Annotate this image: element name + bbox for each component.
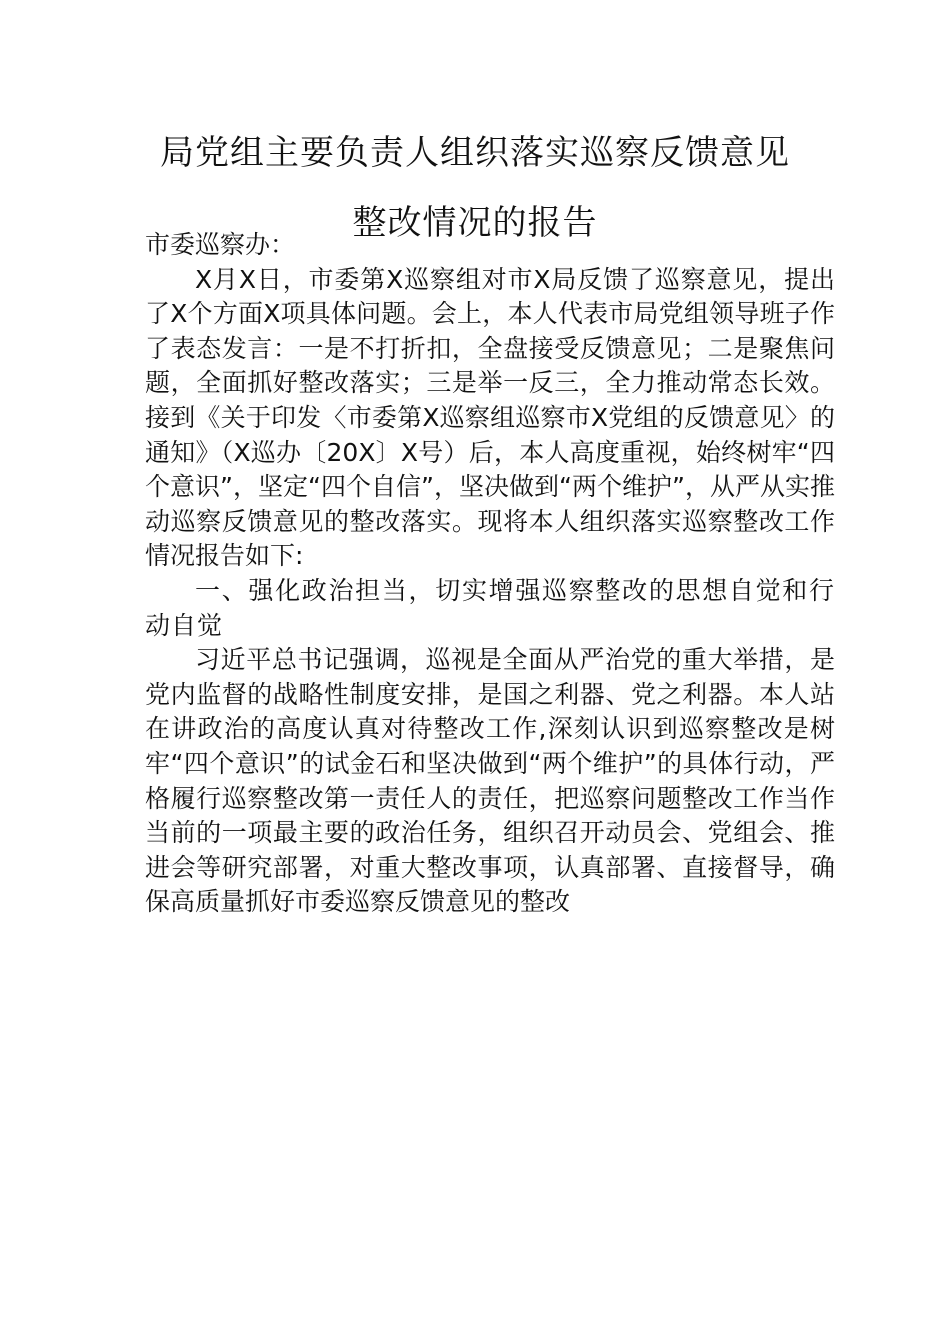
salutation: 市委巡察办： <box>145 230 296 259</box>
paragraph-intro: X月X日，市委第X巡察组对市X局反馈了巡察意见，提出了X个方面X项具体问题。会上，本人代表市局党组领导班子作了表态发言：一是不打折扣，全盘接受反馈意见；二是聚焦问题，全面抓好整改落实；三是举一反三，全力推动常态长效。接到《关于印发〈市委第X巡察组巡察市X党组的反馈意见〉的通知》（X巡办〔20X〕X号）后，本人高度重视，始终树牢“四个意识”，坚定“四个自信”，坚决做到“两个维护”，从严从实推动巡察反馈意见的整改落实。现将本人组织落实巡察整改工作情况报告如下: <box>145 264 835 571</box>
paragraph-section-1: 习近平总书记强调，巡视是全面从严治党的重大举措，是党内监督的战略性制度安排，是国之利器、党之利器。本人站在讲政治的高度认真对待整改工作,深刻认识到巡察整改是树牢“四个意识”的试金石和坚决做到“两个维护”的具体行动，严格履行巡察整改第一责任人的责任，把巡察问题整改工作当作当前的一项最主要的政治任务，组织召开动员会、党组会、推进会等研究部署，对重大整改事项，认真部署、直接督导，确保高质量抓好市委巡察反馈意见的整改 <box>145 645 835 917</box>
section-heading-1: 一、强化政治担当，切实增强巡察整改的思想自觉和行动自觉 <box>145 575 835 640</box>
document-title-line-1: 局党组主要负责人组织落实巡察反馈意见 <box>160 133 790 173</box>
document-body <box>145 228 835 920</box>
document-title-line-2: 整改情况的报告 <box>352 203 598 243</box>
